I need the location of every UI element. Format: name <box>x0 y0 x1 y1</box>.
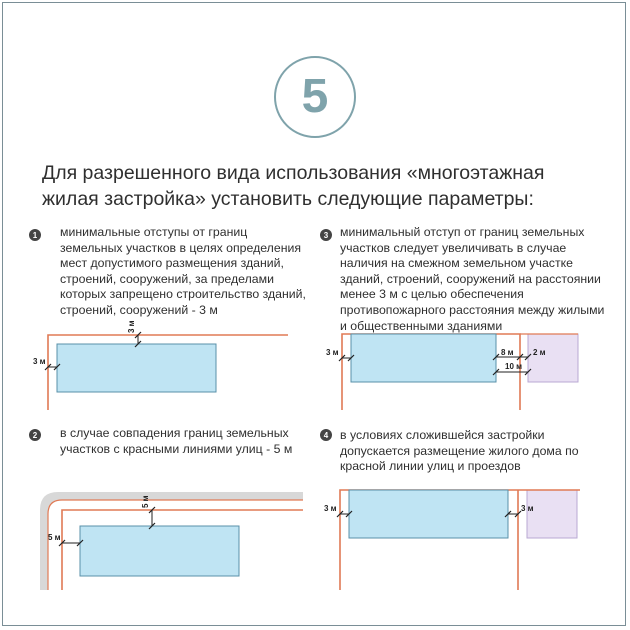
item-4-badge: 4 <box>320 429 332 441</box>
diagram-3-total-dim: 10 м <box>505 362 523 371</box>
item-1-badge: 1 <box>29 229 41 241</box>
diagram-2 <box>40 492 303 590</box>
diagram-3-neighbor-dim: 2 м <box>533 348 546 357</box>
item-1-text: минимальные отступы от границ земельных участков в целях определения мест допустимого размещения зданий, строений, сооружений, за пределами которых запрещено строительство зданий, строений, сооружений - 3 м <box>60 225 306 317</box>
item-3-badge: 3 <box>320 229 332 241</box>
diagram-4 <box>324 490 580 590</box>
diagram-2-top-dim: 5 м <box>141 495 150 508</box>
diagram-4-right-dim: 3 м <box>521 504 534 513</box>
diagram-3-right-dim: 8 м <box>501 348 514 357</box>
diagram-3-left-dim: 3 м <box>326 348 339 357</box>
diagram-3-building <box>351 334 496 382</box>
page-heading: Для разрешенного вида использования «многоэтажная жилая застройка» установить следующие параметры: <box>42 162 545 210</box>
diagram-1-side-dim: 3 м <box>33 357 46 366</box>
diagram-4-neighbor-building <box>527 490 577 538</box>
diagram-1-building <box>57 344 216 392</box>
diagram-3-neighbor-building <box>528 334 578 382</box>
diagram-4-building <box>349 490 508 538</box>
diagram-4-left-dim: 3 м <box>324 504 337 513</box>
section-number: 5 <box>301 70 329 123</box>
diagram-3 <box>326 334 578 410</box>
item-3-text: минимальный отступ от границ земельных участков следует увеличивать в случае наличия на смежном земельном участке зданий, строений, сооружений на расстоянии менее 3 м с целью обеспечения противопожарного расстояния между жилыми и общественными зданиями <box>340 225 605 333</box>
item-4-text: в условиях сложившейся застройки допускается размещение жилого дома по красной линии улиц и проездов <box>340 428 579 474</box>
diagram-2-building <box>80 526 239 576</box>
diagram-1 <box>33 320 288 410</box>
diagram-2-side-dim: 5 м <box>48 533 61 542</box>
diagram-1-top-dim: 3 м <box>127 320 136 333</box>
item-2-text: в случае совпадения границ земельных участков с красными линиями улиц - 5 м <box>60 426 293 456</box>
item-2-badge: 2 <box>29 429 41 441</box>
